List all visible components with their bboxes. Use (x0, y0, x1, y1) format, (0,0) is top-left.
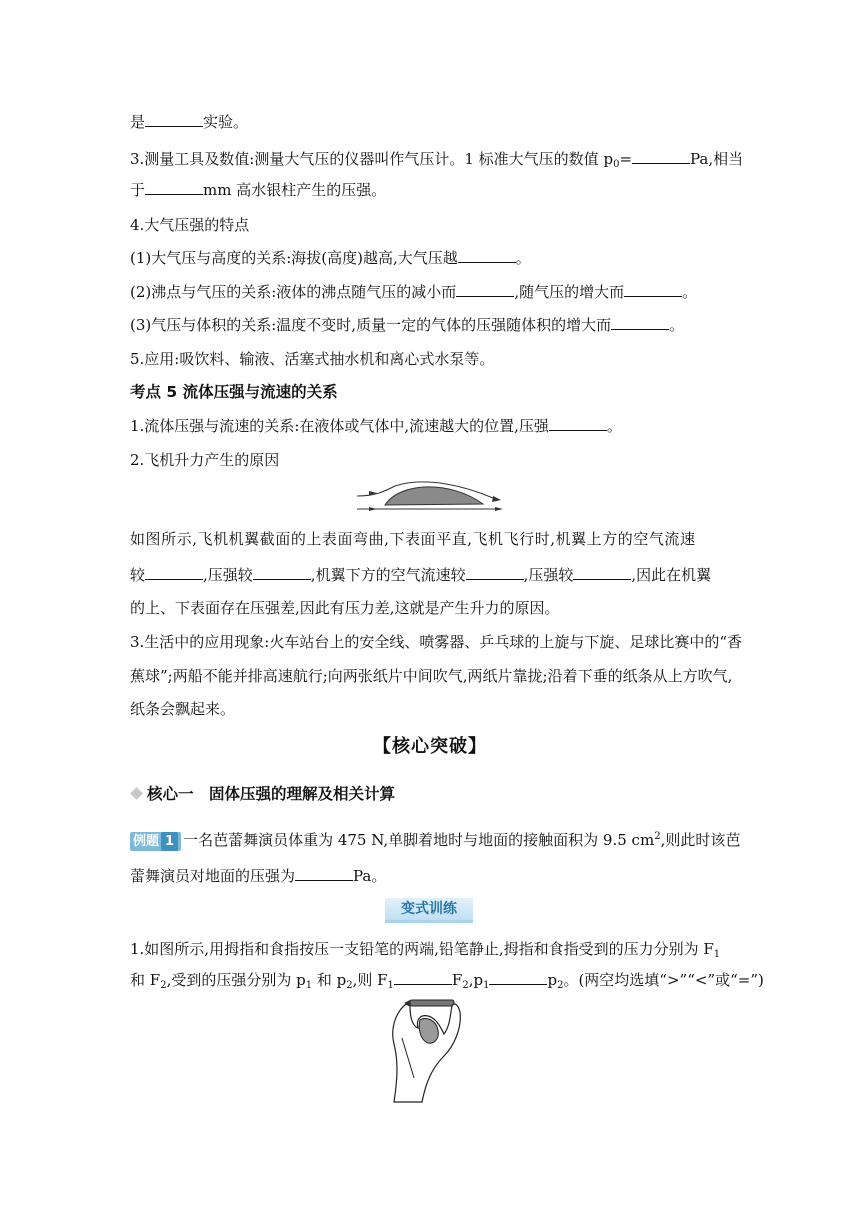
text-line: 蕾舞演员对地面的压强为 Pa。 (130, 867, 387, 885)
answer-blank[interactable] (624, 282, 682, 297)
text-line: 1.流体压强与流速的关系:在液体或气体中,流速越大的位置,压强 。 (130, 417, 622, 435)
text-line: 2.飞机升力产生的原因 (130, 451, 280, 469)
answer-blank[interactable] (145, 112, 203, 127)
core-heading: 核心一 固体压强的理解及相关计算 (130, 784, 395, 804)
text-line: 5.应用:吸饮料、输液、活塞式抽水机和离心式水泵等。 (130, 350, 495, 368)
arrow-icon (492, 496, 501, 502)
text-line: 是 实验。 (130, 113, 249, 131)
text-line: 和 $F_2$,受到的压强分别为 $p_1$ 和 $p_2$,则 $F_1$ $F_2,p_1$ $p_2$。(两空均选填“>”“<”或“=”) (130, 971, 764, 991)
topic-heading: 考点 5 流体压强与流速的关系 (130, 383, 338, 401)
example-line: 例题 1 一名芭蕾舞演员体重为 475 N,单脚着地时与地面的接触面积为 9.5 $cm^2$,则此时该芭 (130, 827, 740, 851)
section-title: 【核心突破】 (373, 736, 487, 757)
answer-blank[interactable] (458, 248, 516, 263)
arrow-icon (495, 507, 503, 511)
answer-blank[interactable] (549, 416, 607, 431)
text-line: (1)大气压与高度的关系:海拔(高度)越高,大气压越 。 (130, 249, 531, 267)
variant-training-tag: 变式训练 (385, 898, 473, 923)
text-line: 3.生活中的应用现象:火车站台上的安全线、喷雾器、乒乓球的上旋与下旋、足球比赛中的“香 (130, 633, 743, 651)
answer-blank[interactable] (394, 970, 452, 985)
text-line: 4.大气压强的特点 (130, 216, 250, 234)
answer-blank[interactable] (145, 180, 203, 195)
text-line: 纸条会飘起来。 (130, 700, 236, 718)
wing-airflow-figure (355, 480, 505, 516)
answer-blank[interactable] (489, 970, 547, 985)
text-line: 蕉球”;两船不能并排高速航行;向两张纸片中间吹气,两纸片靠拢;沿着下垂的纸条从上方吹气, (130, 667, 733, 685)
text-line: (2)沸点与气压的关系:液体的沸点随气压的减小而 ,随气压的增大而 。 (130, 283, 698, 301)
diamond-bullet-icon (130, 787, 143, 800)
pencil (410, 1000, 454, 1006)
text-line: 如图所示,飞机机翼截面的上表面弯曲,下表面平直,飞机飞行时,机翼上方的空气流速 (130, 530, 696, 548)
text-line: (3)气压与体积的关系:温度不变时,质量一定的气体的压强随体积的增大而 。 (130, 316, 685, 334)
answer-blank[interactable] (295, 866, 353, 881)
answer-blank[interactable] (573, 565, 631, 580)
arrow-icon (369, 507, 377, 511)
example-badge: 例题 1 (130, 832, 181, 851)
answer-blank[interactable] (466, 565, 524, 580)
answer-blank[interactable] (253, 565, 311, 580)
text-line: 的上、下表面存在压强差,因此有压力差,这就是产生升力的原因。 (130, 599, 560, 617)
answer-blank[interactable] (145, 565, 203, 580)
answer-blank[interactable] (456, 282, 514, 297)
text-line: 于 mm 高水银柱产生的压强。 (130, 181, 387, 199)
text-line: 3.测量工具及数值:测量大气压的仪器叫作气压计。1 标准大气压的数值 $p_0= Pa$,相当 (130, 150, 744, 170)
text-line: 1.如图所示,用拇指和食指按压一支铅笔的两端,铅笔静止,拇指和食指受到的压力分别为 $F_1$ (130, 940, 721, 960)
answer-blank[interactable] (632, 149, 690, 164)
hand-pencil-figure (388, 998, 472, 1104)
text-line: 较 ,压强较 ,机翼下方的空气流速较 ,压强较 ,因此在机翼 (130, 566, 712, 584)
answer-blank[interactable] (611, 315, 669, 330)
